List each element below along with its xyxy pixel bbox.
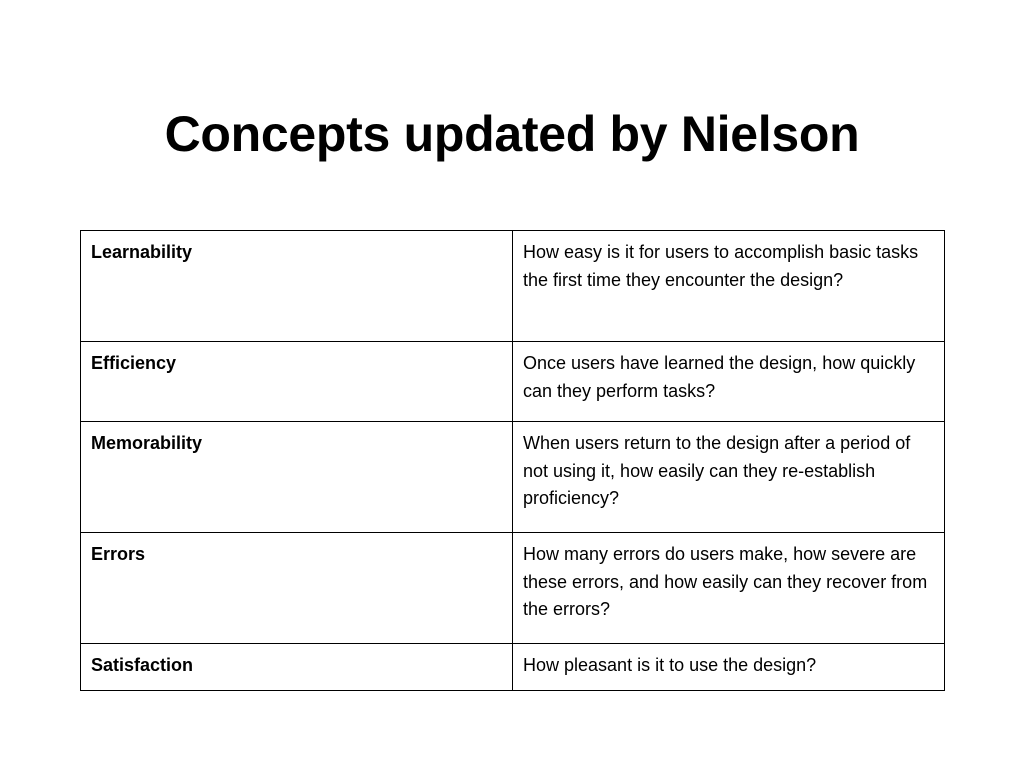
table-row (81, 342, 945, 422)
description-cell: When users return to the design after a period of not using it, how easily can they re-establish proficiency? (513, 422, 945, 533)
concepts-table (80, 230, 945, 691)
term-cell: Errors (81, 533, 513, 644)
term-cell: Learnability (81, 231, 513, 342)
slide-title: Concepts updated by Nielson (164, 106, 860, 162)
table-row (81, 533, 945, 644)
table-row (81, 644, 945, 691)
table-row (81, 231, 945, 342)
description-cell: How pleasant is it to use the design? (513, 644, 945, 691)
term-cell: Satisfaction (81, 644, 513, 691)
term-cell: Efficiency (81, 342, 513, 422)
description-cell: How easy is it for users to accomplish basic tasks the first time they encounter the design? (513, 231, 945, 342)
term-cell: Memorability (81, 422, 513, 533)
table-row (81, 422, 945, 533)
description-cell: How many errors do users make, how severe are these errors, and how easily can they recover from the errors? (513, 533, 945, 644)
description-cell: Once users have learned the design, how quickly can they perform tasks? (513, 342, 945, 422)
